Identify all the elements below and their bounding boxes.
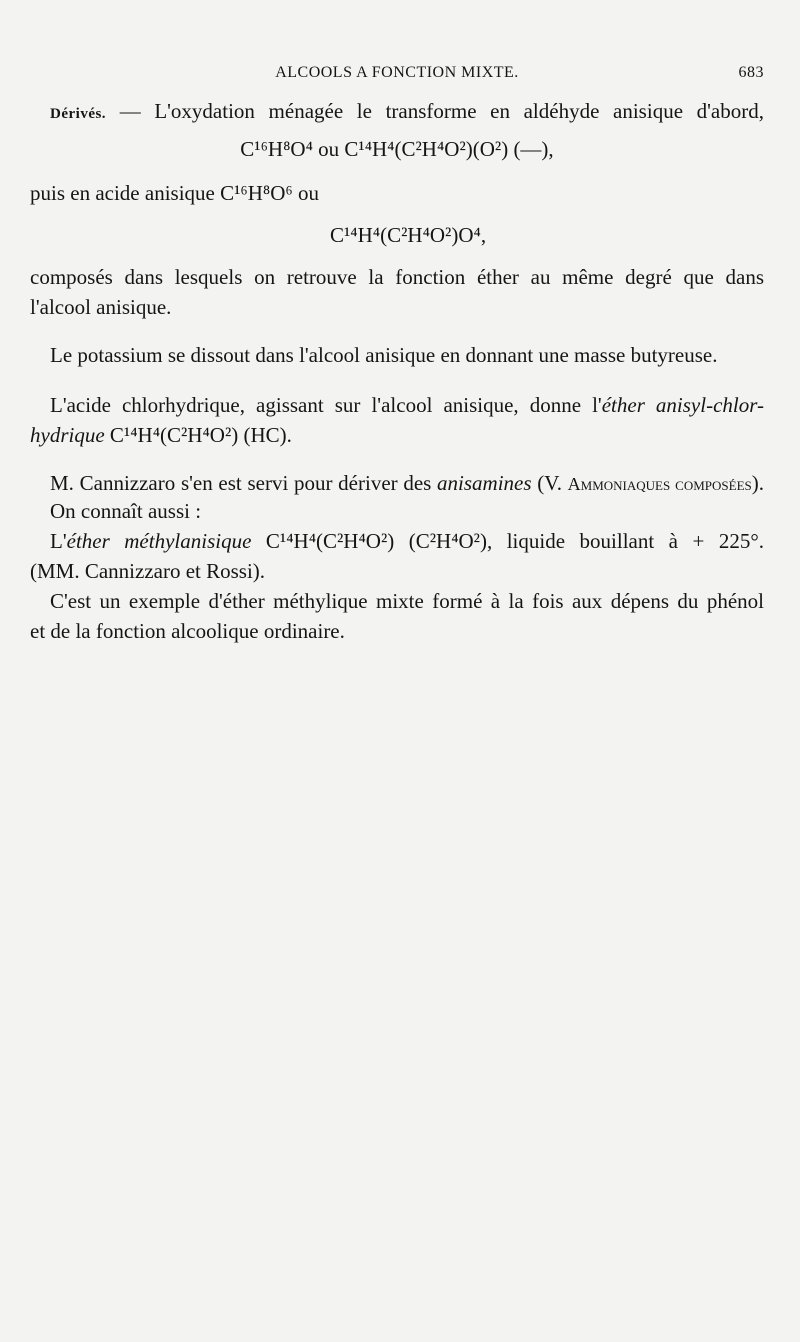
paragraph-line bbox=[30, 96, 764, 129]
text-span: L' bbox=[50, 529, 67, 553]
italic-term: hydrique bbox=[30, 423, 105, 447]
paragraph-line: puis en acide anisique C¹⁶H⁸O⁶ ou bbox=[30, 181, 319, 205]
text-span: C¹⁴H⁴(C²H⁴O²) (C²H⁴O²), liquide bouillant à + 225°. bbox=[251, 529, 764, 553]
text-span: L'acide chlorhydrique, agissant sur l'alcool anisique, donne l' bbox=[50, 393, 602, 417]
paragraph-line: l'alcool anisique. bbox=[30, 295, 172, 319]
paragraph-line bbox=[30, 468, 764, 499]
formula-line: C¹⁶H⁸O⁴ ou C¹⁴H⁴(C²H⁴O²)(O²) (—), bbox=[240, 137, 554, 161]
paragraph-line bbox=[30, 420, 764, 450]
paragraph-line: Le potassium se dissout dans l'alcool anisique en donnant une masse butyreuse. bbox=[50, 343, 718, 367]
paragraph-line bbox=[30, 390, 764, 420]
italic-term: éther méthylanisique bbox=[66, 529, 252, 553]
italic-term: éther anisyl-chlor- bbox=[601, 393, 764, 417]
italic-term: anisamines bbox=[437, 471, 532, 495]
running-title: ALCOOLS A FONCTION MIXTE. bbox=[275, 64, 519, 81]
paragraph-line: (MM. Cannizzaro et Rossi). bbox=[30, 559, 266, 583]
text-span: — L'oxydation ménagée le transforme en aldéhyde anisique d'abord, bbox=[106, 99, 764, 123]
text-span: ). bbox=[751, 471, 764, 495]
paragraph-line: et de la fonction alcoolique ordinaire. bbox=[30, 619, 345, 643]
page-number: 683 bbox=[738, 64, 764, 81]
paragraph-line bbox=[30, 526, 764, 556]
text-span: C¹⁴H⁴(C²H⁴O²) (HC). bbox=[104, 423, 292, 447]
text-span: (V. bbox=[531, 471, 568, 495]
paragraph-line: C'est un exemple d'éther méthylique mixte formé à la fois aux dépens du phénol bbox=[50, 589, 764, 613]
paragraph-line: On connaît aussi : bbox=[50, 499, 202, 523]
page-header bbox=[30, 64, 764, 88]
text-span: M. Cannizzaro s'en est servi pour dériver des bbox=[50, 471, 438, 495]
cross-reference: Ammoniaques composées bbox=[567, 474, 752, 494]
paragraph-line: composés dans lesquels on retrouve la fonction éther au même degré que dans bbox=[30, 265, 764, 289]
section-label: Dérivés. bbox=[50, 106, 107, 122]
formula-line: C¹⁴H⁴(C²H⁴O²)O⁴, bbox=[330, 223, 487, 247]
